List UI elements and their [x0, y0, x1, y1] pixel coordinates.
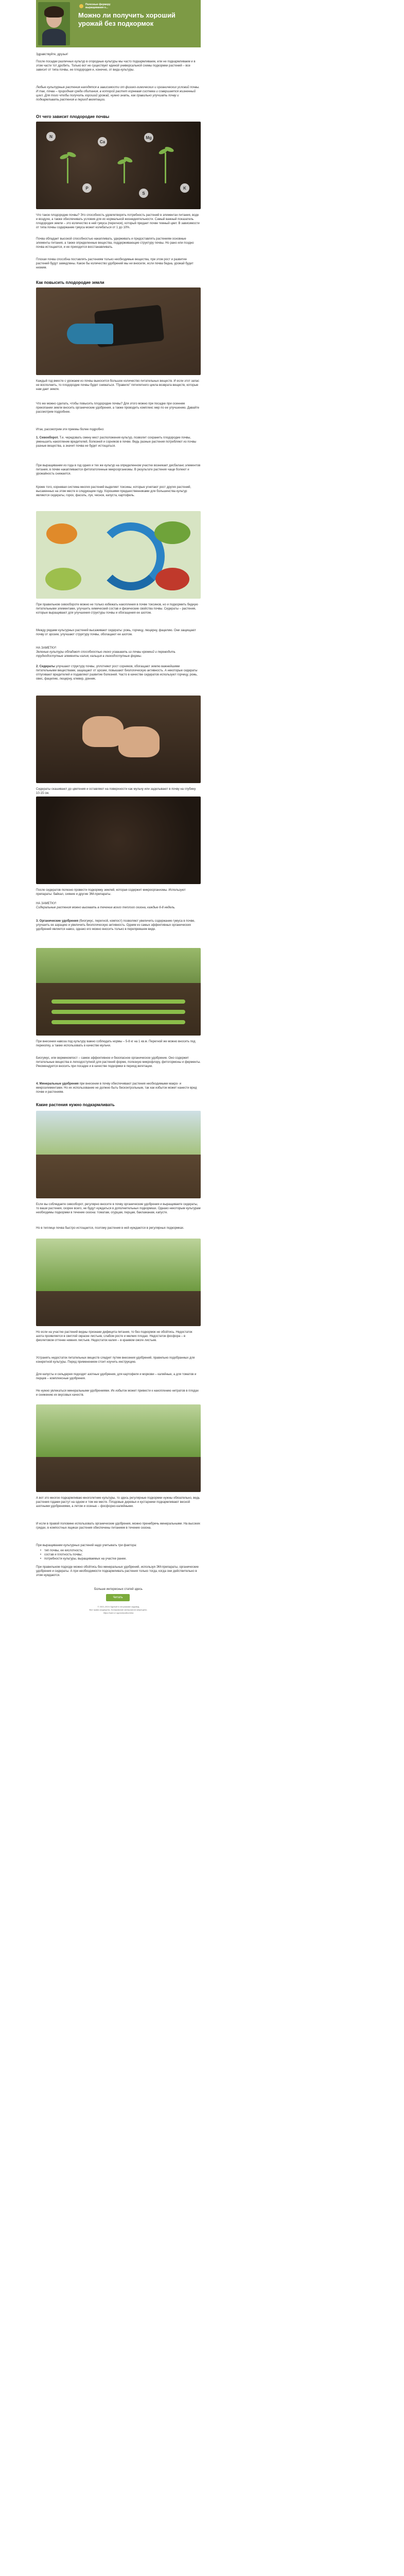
- list-paragraph: [36, 665, 201, 681]
- paragraph: Между рядами культурных растений высаживают сидераты: рожь, горчицу, люцерну, фацелию. Они защищают почву от эрозии, улучшают структуру почвы, обогащают ее азотом.: [36, 629, 196, 636]
- note-text: Зеленые культуры обладают способностью легко усваивать из почвы кремний и переводить труднодоступные элементы калия, кальция в легкодоступные формы.: [36, 651, 175, 658]
- section-heading: Как повысить плодородие земли: [36, 280, 104, 285]
- paragraph: А вот это многое подкармливаю многолетние культуры, то здесь регулярные подкормки нужны обязательно, ведь растения годами растут на одном и том же месте. Плодовые деревья и кустарники подкармливают весной азотными удобрениями, а летом и осенью – фосфорно-калийными.: [36, 1497, 200, 1508]
- section-heading: От чего зависит плодородие почвы: [36, 114, 110, 119]
- paragraph: Но в теплице почва быстро истощается, поэтому растения в ней нуждаются в регулярных подкормках.: [36, 1227, 184, 1230]
- closing-paragraph: При правильном подходе можно обойтись без минеральных удобрений, используя ЭМ-препараты, органические удобрения и сидераты. А при необходимости подкармливать растения только тогда, когда они действительно в этом нуждаются.: [36, 1566, 199, 1577]
- paragraph: Почва обладает высокой способностью накапливать, удерживать и предоставлять растениям основные элементы питания, а также определенные вещества, поддерживающие структуру почвы. Но рано или поздно почва истощается, и ее приходится восстанавливать.: [36, 238, 194, 249]
- paragraph: При правильном севообороте можно не только избежать накопления в почве токсинов, но и подкормить бедную питательными элементами, улучшить химический состав и физические свойства почвы. Сидераты – растения, которые выращивают для улучшения структуры почвы и обогащения ее азотом.: [36, 603, 198, 615]
- garden-beds-photo: [36, 948, 201, 1036]
- list-paragraph: [36, 436, 201, 448]
- paragraph: Если вы соблюдаете севооборот, регулярно вносите в почву органические удобрения и выращиваете сидераты, то ваши растения, скорее всего, не будут нуждаться в дополнительных подкормках. Однако некоторым культурам необходимы подкормки в течение сезона: томатам, огурцам, перцам, баклажанам, капусте.: [36, 1203, 201, 1214]
- paragraph: После сидератов полезно провести подкормку землей, которая содержит микроорганизмы. Используют препараты: байкал, сияние и другие ЭМ-препараты.: [36, 889, 186, 896]
- paragraph: Что такое плодородие почвы? Это способность удовлетворять потребность растений в элементах питания, воде и воздухе, а также обеспечивать условия для их нормальной жизнедеятельности. Самый важный показатель плодородия земли – это количество в ней гумуса (перегноя), который придает почве темный цвет. В зависимости от типа почвы содержание гумуса может колебаться от 1 до 10%.: [36, 214, 200, 229]
- section-heading: Какие растения нужно подкармливать: [36, 1103, 115, 1107]
- item-title: 4. Минеральные удобрения: [36, 1082, 79, 1086]
- item-title: 1. Севооборот.: [36, 436, 59, 439]
- element-s-icon: S: [139, 189, 148, 198]
- element-n-icon: N: [46, 132, 56, 141]
- paragraph: Итак, рассмотрим эти приемы более подробно:: [36, 428, 104, 431]
- paragraph: При выращивании из года в год одних и тех же культур на определенном участке возникает дисбаланс элементов питания, в почве накапливаются фитопатогенные микроорганизмы. В результате растения чаще болеют и урожайность снижается.: [36, 464, 201, 476]
- vegetable-garden-photo: [36, 1239, 201, 1326]
- item-text: (биогумус, перегной, компост) позволяют увеличить содержание гумуса в почве, улучшить ее аэрацию и увеличить биологическую активность. Одним из самых эффективных органических удобрений является навоз, однако его можно вносить только в перепревшем виде.: [36, 920, 195, 931]
- soil-sprouts-photo: [36, 122, 201, 209]
- author-photo: [38, 2, 70, 45]
- factors-list: [40, 1549, 200, 1561]
- dark-soil-photo: [36, 796, 201, 884]
- item-title: 3. Органические удобрения: [36, 920, 79, 923]
- paragraph: Плохая почва способна поставлять растениям только необходимые вещества, при этом рост и развитие растений будут замедлены. Какое бы количество удобрений мы ни вносили, если почва бедна, урожай будет низким.: [36, 258, 194, 269]
- paragraph: Сидераты скашивают до цветения и оставляют на поверхности как мульчу или заделывают в почву на глубину 10-15 см.: [36, 788, 196, 795]
- intro-paragraph: После посадки различных культур в огородные культуры мы часто подкармливаем, или не подкармливаем и в этом части тот дробить. Только вот не существует единой универсальной схемы подкормки растений – все зависит от типа почвы, ее плодородия и, конечно, от вида культуры.: [36, 60, 196, 72]
- footer: © 2021-2024 Одетый в энтузиазме садовод Все права защищены. Копирование материалов запрещено. https://sad.ru/ ogorod/podkormka: [89, 1605, 148, 1614]
- note-text: Сидеральные растения можно высевать в течение всего теплого сезона, каждые 6-8 недель.: [36, 906, 175, 909]
- channel-icon: [79, 4, 83, 8]
- factors-intro: При выращивании культурных растений надо учитывать три фактора:: [36, 1544, 137, 1547]
- channel-name: Полезные фермеру выращивания о...: [85, 3, 111, 9]
- paragraph: Кроме того, корневая система многих растений выделяет токсины, которые угнетают рост других растений, высаженных на этом месте в следующем году. Хорошими предшественниками для большинства культур являются сидераты, горох, фасоль, лук, чеснок, капуста, картофель.: [36, 486, 191, 497]
- paragraph: Каждый год вместе с урожаем из почвы выносится большое количество питательных веществ. И если этот запас не восполнить, то плодородие почвы будет снижаться. "Правило" пятилетнего цикла возврата веществ, которые нам дает земля.: [36, 380, 200, 391]
- article-header: [36, 0, 201, 47]
- paragraph: Для капусты и сельдерея подходят азотные удобрения, для картофеля и моркови – калийные, а для томатов и перцев – комплексные удобрения.: [36, 1373, 197, 1380]
- item-text: Т.е. чередовать смену мест расположения культур, позволит сохранить плодородие почвы, уменьшить накопление вредителей, болезней и сорняков в почве. Ведь разные растения потребляют из почвы разные вещества, а значит почва не будет истощаться.: [36, 436, 197, 448]
- more-articles-label: Больше интересных статей здесь: [94, 1588, 143, 1591]
- greeting: Здравствуйте, друзья!: [36, 53, 68, 56]
- note-heading: НА ЗАМЕТКУ!: [36, 647, 57, 650]
- article-title: Можно ли получить хороший урожай без подкормок: [78, 11, 175, 27]
- item-title: 2. Сидераты: [36, 665, 55, 668]
- crop-rotation-photo: [36, 511, 201, 599]
- list-item: • тип почвы, ее кислотность;: [40, 1549, 200, 1553]
- greenhouse-photo: [36, 1111, 201, 1198]
- list-item: • состав и плотность почвы;: [40, 1553, 200, 1557]
- paragraph: Но если на участке растений видны признаки дефицита питания, то без подкормок не обойтись. Недостаток азота проявляется в светлой окраске листьев, слабом росте и мелких плодах. Недостаток фосфора – в фиолетовом оттенке нижних листьев. Недостаток калия – в краевом ожоге листьев.: [36, 1331, 192, 1342]
- element-ca-icon: Ca: [98, 137, 107, 146]
- pot-scoop-photo: [36, 287, 201, 375]
- intro-paragraph: Любые культурные растения находятся в зависимости от физико-химических и органических условий почвы. И так, почва – природная среда обитания, в которой растет корневая система и совершается жизненный цикл. Для того чтобы получить хороший урожай, нужно знать, как правильно улучшать почву и подкармливать растения в период вегетации.: [36, 86, 200, 101]
- element-k-icon: K: [180, 183, 189, 193]
- list-paragraph: [36, 919, 201, 931]
- list-paragraph: [36, 1082, 201, 1094]
- item-text: при внесении в почву обеспечивают растения необходимыми макро- и микроэлементами. Но их использование не должно быть бесконтрольным, так как избыток может нанести вред почве и растениям.: [36, 1082, 197, 1094]
- paragraph: Устранять недостаток питательных веществ следует путем внесения удобрений, правильно подобранных для конкретной культуры. Перед применением стоит изучить инструкцию.: [36, 1357, 195, 1364]
- orchard-photo: [36, 1404, 201, 1492]
- element-mg-icon: Mg: [144, 133, 153, 142]
- paragraph: Что же можно сделать, чтобы повысить плодородие почвы? Для этого можно при посадке при осеннем прекопании земли вносить органические удобрения, а также проводить комплекс мер по ее улучшению. Давайте рассмотрим подробнее.: [36, 402, 200, 414]
- paragraph: При внесении навоза под культуру важно соблюдать нормы – 5-8 кг на 1 кв.м. Перегной же можно вносить под перекопку, а также использовать в качестве мульчи.: [36, 1040, 196, 1047]
- paragraph: Биогумус, или вермикомпост – самое эффективное и безопасное органическое удобрение. Оно содержит питательные вещества в легкодоступной для растений форме, полезную микрофлору, фитогормоны и ферменты. Рекомендуется вносить при посадке и в качестве подкормки в период вегетации.: [36, 1057, 201, 1068]
- note-heading: НА ЗАМЕТКУ!: [36, 902, 57, 905]
- paragraph: Не нужно увлекаться минеральными удобрениями. Их избыток может привести к накоплению нитратов в плодах и снижению их вкусовых качеств.: [36, 1389, 199, 1397]
- list-item: • потребности культуры, выращиваемых на участке ранее.: [40, 1557, 200, 1561]
- item-text: улучшают структуру почвы, уплотняют рост сорняков, обогащают землю важнейшими питательными веществами, защищают от эрозии, повышают биологическую активность. А некоторые сидераты отпугивают вредителей и подавляют развитие болезней. Часто в качестве сидератов используют горчицу, рожь, овес, фацелию, люцерну, клевер, донник.: [36, 665, 198, 681]
- element-p-icon: P: [82, 183, 92, 193]
- hands-soil-photo: [36, 696, 201, 783]
- paragraph: И если в правой половине использовать органические удобрения, можно пренебречь минеральными. На высоких грядах, в компостных ящиках растения обеспечены питанием в течение сезона.: [36, 1522, 200, 1530]
- channel-badge[interactable]: [79, 3, 111, 9]
- read-button[interactable]: Читать: [106, 1594, 130, 1601]
